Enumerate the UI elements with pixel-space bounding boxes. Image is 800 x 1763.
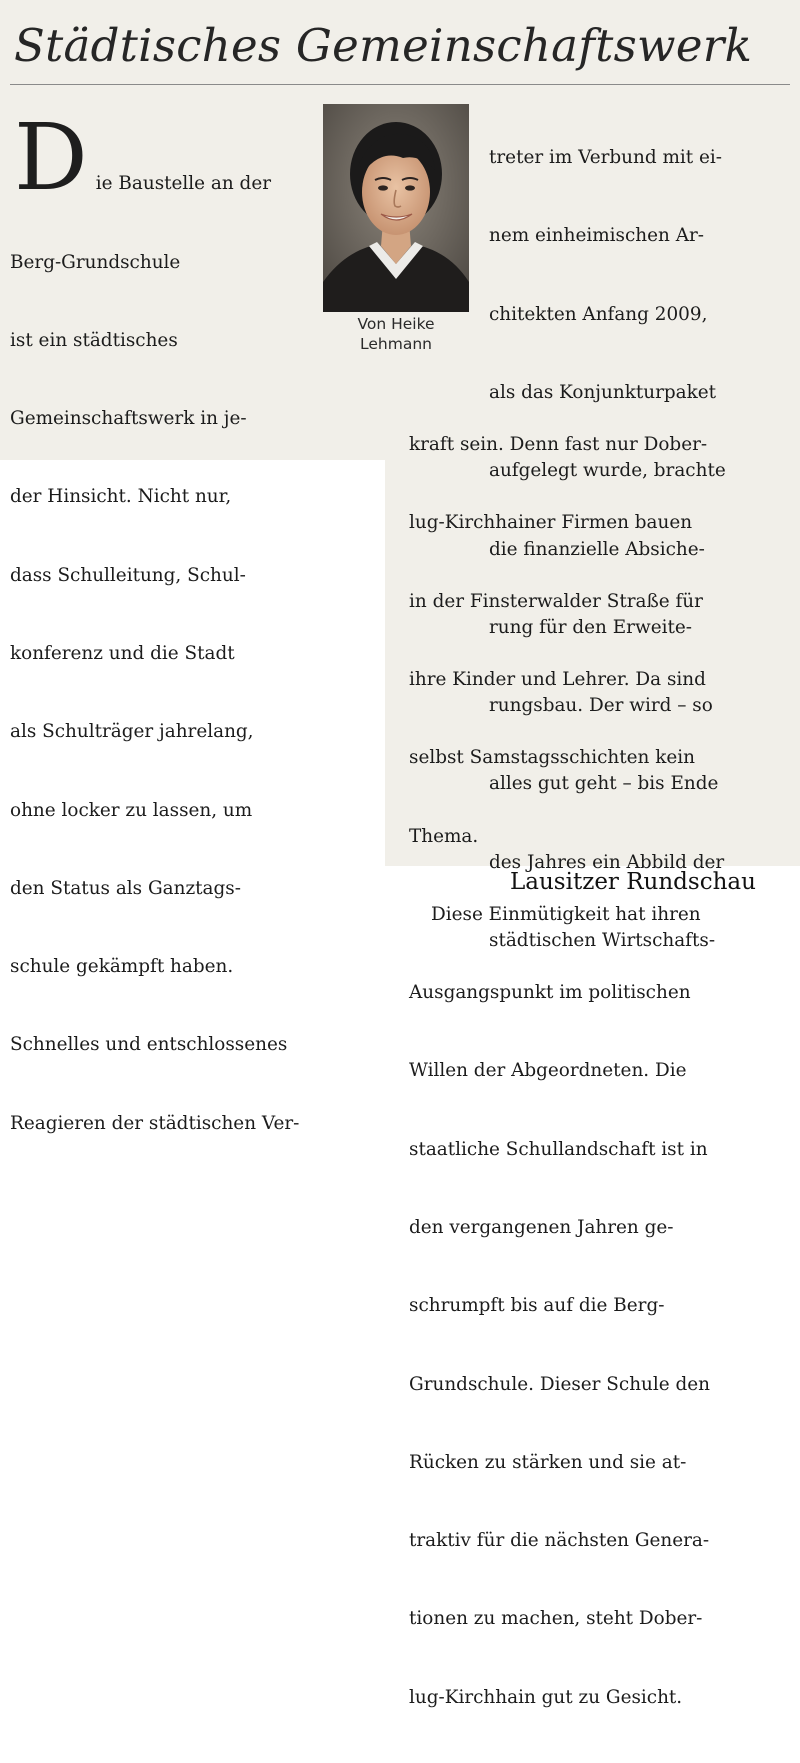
paragraph-first-line (409, 902, 710, 928)
text-line: alles gut geht – bis Ende (489, 773, 719, 795)
text-line: treter im Verbund mit ei- (489, 147, 723, 169)
text-line: konferenz und die Stadt (10, 642, 235, 664)
text-line: tionen zu machen, steht Dober- (409, 1608, 703, 1630)
text-line: aufgelegt wurde, brachte (489, 460, 726, 482)
text-line: als das Konjunkturpaket (489, 382, 717, 404)
text-line: lug-Kirchhainer Firmen bauen (409, 512, 693, 534)
article-column-left (10, 93, 299, 1189)
headline-rule (10, 84, 790, 85)
byline-line: Lehmann (360, 335, 432, 353)
text-line: die finanzielle Absiche- (489, 538, 705, 560)
text-line: rung für den Erweite- (489, 616, 692, 638)
text-line: dass Schulleitung, Schul- (10, 564, 246, 586)
text-line: den Status als Ganztags- (10, 877, 241, 899)
text-line: als Schulträger jahrelang, (10, 721, 254, 743)
author-byline (323, 314, 469, 354)
text-line: Ausgangspunkt im politischen (409, 982, 691, 1004)
text-line: lug-Kirchhain gut zu Gesicht. (409, 1686, 683, 1708)
text-line: traktiv für die nächsten Genera- (409, 1530, 710, 1552)
text-line: in der Finsterwalder Straße für (409, 590, 703, 612)
text-line: ohne locker zu lassen, um (10, 799, 253, 821)
text-line: schule gekämpft haben. (10, 956, 234, 978)
text-line: staatliche Schullandschaft ist in (409, 1138, 708, 1160)
byline-line: Von Heike (357, 315, 435, 333)
text-line: Schnelles und entschlossenes (10, 1034, 288, 1056)
text-line: chitekten Anfang 2009, (489, 303, 708, 325)
text-line: der Hinsicht. Nicht nur, (10, 486, 232, 508)
drop-cap-line: ie Baustelle an der (95, 173, 272, 195)
text-line: Willen der Abgeordneten. Die (409, 1060, 687, 1082)
text-line: Diese Einmütigkeit hat ihren (431, 903, 701, 925)
text-line: den vergangenen Jahren ge- (409, 1217, 674, 1238)
article-column-continuation (409, 380, 710, 1763)
text-line: selbst Samstagsschichten kein (409, 747, 695, 769)
author-portrait-image (323, 104, 469, 312)
text-line: kraft sein. Denn fast nur Dober- (409, 434, 708, 456)
text-line: Grundschule. Dieser Schule den (409, 1373, 710, 1395)
text-line: Rücken zu stärken und sie at- (409, 1451, 687, 1473)
text-line: Reagieren der städtischen Ver- (10, 1112, 300, 1134)
article-headline: Städtisches Gemeinschaftswerk (14, 19, 753, 72)
text-line: ihre Kinder und Lehrer. Da sind (409, 669, 706, 691)
drop-cap-line: Berg-Grundschule (10, 251, 181, 273)
drop-cap: D (14, 104, 88, 212)
source-label: Lausitzer Rundschau (510, 869, 756, 895)
text-line: Thema. (409, 825, 479, 847)
text-line: rungsbau. Der wird – so (489, 695, 713, 717)
text-line: nem einheimischen Ar- (489, 225, 704, 247)
text-line: städtischen Wirtschafts- (489, 930, 716, 951)
author-photo (323, 104, 469, 312)
text-line: des Jahres ein Abbild der (489, 851, 725, 873)
drop-cap-line: ist ein städtisches (10, 329, 178, 351)
text-line: Gemeinschaftswerk in je- (10, 408, 247, 430)
text-line: schrumpft bis auf die Berg- (409, 1295, 665, 1317)
